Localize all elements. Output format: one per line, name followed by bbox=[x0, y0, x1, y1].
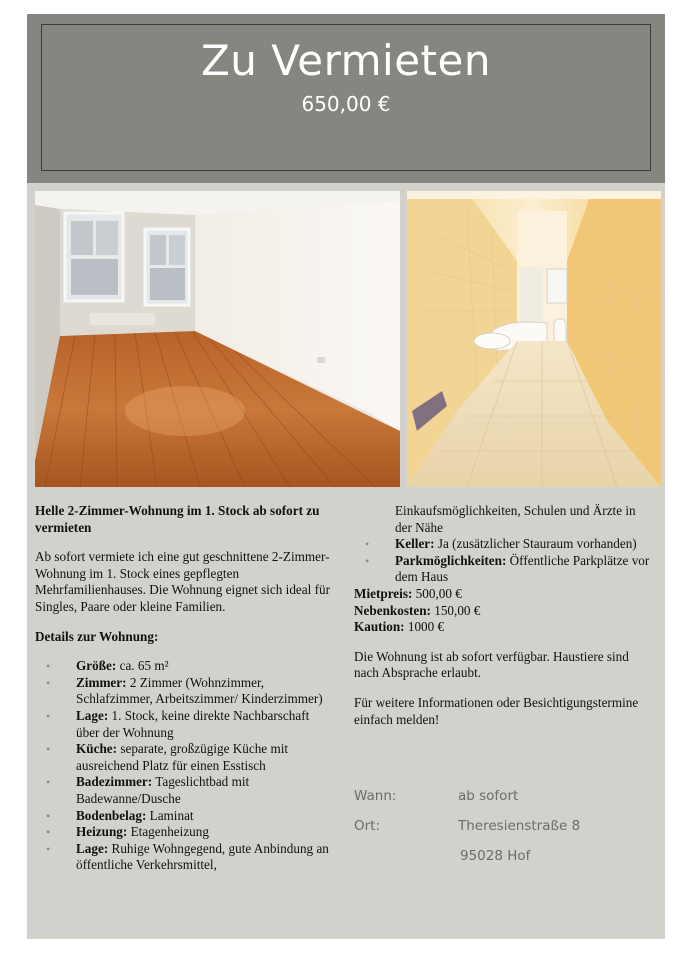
cost-label: Nebenkosten: bbox=[354, 602, 431, 618]
ort-label: Ort: bbox=[354, 818, 381, 834]
cost-value: 1000 € bbox=[404, 619, 445, 635]
list-item bbox=[35, 841, 335, 874]
photo-strip bbox=[27, 183, 665, 491]
ort-city: 95028 Hof bbox=[460, 848, 531, 864]
wann-label: Wann: bbox=[354, 788, 397, 804]
list-item bbox=[35, 708, 335, 741]
item-text: Öffentliche Parkplätze vor dem Haus bbox=[395, 552, 650, 585]
bullet-icon: • bbox=[365, 553, 370, 568]
bullet-icon: • bbox=[46, 659, 51, 674]
item-text: Ruhige Wohngegend, gute Anbindung an öffentliche Verkehrsmittel, bbox=[76, 840, 329, 873]
details-list bbox=[35, 658, 335, 874]
bullet-icon: • bbox=[46, 825, 51, 840]
availability-text: Die Wohnung ist ab sofort verfügbar. Haustiere sind nach Absprache erlaubt. bbox=[354, 648, 629, 681]
list-item bbox=[354, 536, 654, 553]
item-label: Lage: bbox=[76, 840, 109, 856]
living-room-photo bbox=[35, 191, 400, 487]
bullet-icon: • bbox=[365, 537, 370, 552]
item-label: Bodenbelag: bbox=[76, 807, 147, 823]
item-label: Keller: bbox=[395, 536, 435, 552]
wann-value: ab sofort bbox=[458, 788, 519, 804]
cost-label: Kaution: bbox=[354, 619, 405, 635]
list-item bbox=[35, 741, 335, 774]
list-item bbox=[35, 658, 335, 675]
item-label: Lage: bbox=[76, 707, 109, 723]
bullet-icon: • bbox=[46, 808, 51, 823]
item-label: Badezimmer: bbox=[76, 774, 153, 790]
page-title: Zu Vermieten bbox=[201, 36, 491, 85]
list-item bbox=[35, 808, 335, 825]
details-list-continued bbox=[354, 536, 654, 586]
item-text: Laminat bbox=[146, 807, 194, 823]
intro-text: Ab sofort vermiete ich eine gut geschnittene 2-Zimmer-Wohnung im 1. Stock eines gepflegten Mehrfamilienhauses. Die Wohnung eignet sich ideal für Singles, Paare oder kleine Familien. bbox=[35, 549, 330, 614]
details-heading: Details zur Wohnung: bbox=[35, 628, 159, 644]
bullet-icon: • bbox=[46, 708, 51, 723]
header-banner bbox=[27, 14, 665, 183]
ort-street: Theresienstraße 8 bbox=[458, 818, 581, 834]
cost-value: 150,00 € bbox=[430, 602, 481, 618]
bullet-icon: • bbox=[46, 841, 51, 856]
item-text: Etagenheizung bbox=[127, 824, 209, 840]
item-text: ca. 65 m² bbox=[116, 658, 169, 674]
list-item bbox=[35, 774, 335, 807]
item-text: Ja (zusätzlicher Stauraum vorhanden) bbox=[434, 536, 637, 552]
item-label: Küche: bbox=[76, 741, 118, 757]
item-text: 1. Stock, keine direkte Nachbarschaft über der Wohnung bbox=[76, 707, 310, 740]
listing-content bbox=[27, 491, 665, 939]
list-item bbox=[35, 675, 335, 708]
bathroom-photo bbox=[407, 191, 661, 487]
right-column bbox=[354, 503, 654, 741]
contact-text: Für weitere Informationen oder Besichtigungstermine einfach melden! bbox=[354, 694, 639, 727]
bullet-icon: • bbox=[46, 742, 51, 757]
list-item bbox=[354, 553, 654, 586]
list-item-continuation: Einkaufsmöglichkeiten, Schulen und Ärzte in der Nähe bbox=[395, 503, 636, 535]
bullet-icon: • bbox=[46, 675, 51, 690]
item-label: Heizung: bbox=[76, 824, 128, 840]
item-text: separate, großzügige Küche mit ausreichend Platz für einen Esstisch bbox=[76, 741, 289, 773]
rent-price: 650,00 € bbox=[301, 92, 391, 116]
left-column bbox=[35, 503, 335, 874]
bullet-icon: • bbox=[46, 775, 51, 790]
item-text: Tageslichtbad mit Badewanne/Dusche bbox=[76, 774, 250, 806]
cost-value: 500,00 € bbox=[412, 585, 462, 601]
listing-heading: Helle 2-Zimmer-Wohnung im 1. Stock ab sofort zu vermieten bbox=[35, 503, 320, 535]
cost-label: Mietpreis: bbox=[354, 585, 413, 601]
item-label: Zimmer: bbox=[76, 674, 127, 690]
item-label: Größe: bbox=[76, 658, 117, 674]
rent-cost bbox=[354, 586, 654, 603]
deposit-cost bbox=[354, 619, 654, 636]
item-label: Parkmöglichkeiten: bbox=[395, 552, 507, 568]
utility-cost bbox=[354, 603, 654, 620]
item-text: 2 Zimmer (Wohnzimmer, Schlafzimmer, Arbeitszimmer/ Kinderzimmer) bbox=[76, 674, 323, 707]
list-item bbox=[35, 824, 335, 841]
